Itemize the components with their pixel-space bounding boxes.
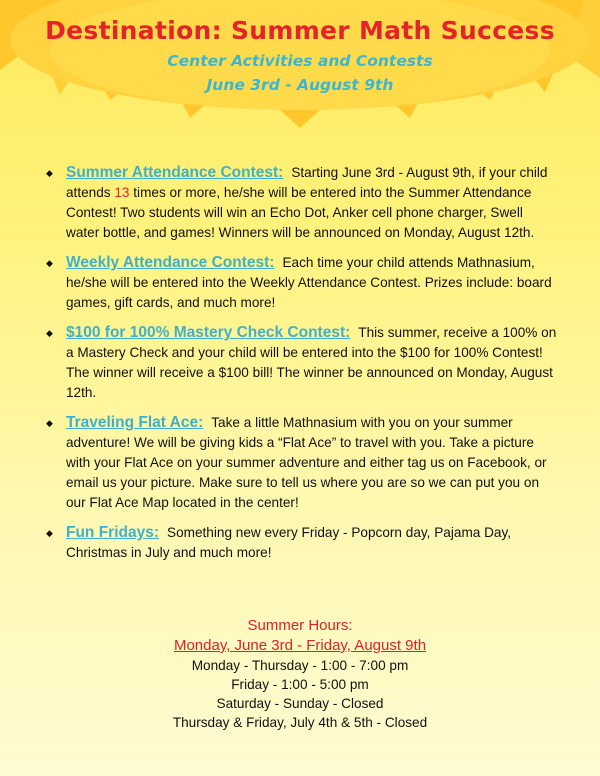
date-range: June 3rd - August 9th <box>206 76 394 94</box>
attendance-count: 13 <box>114 185 130 200</box>
contest-text: Starting June 3rd - August 9th, if your child attends <box>66 165 548 200</box>
contest-title: Traveling Flat Ace: <box>66 414 204 431</box>
diamond-bullet-icon: ◆ <box>46 418 53 428</box>
contest-text: Each time your child attends Mathnasium, he/she will be entered into the Weekly Attendance Contest. Prizes include: board games, gift cards, and much more! <box>66 255 552 310</box>
contest-flat-ace <box>46 413 558 513</box>
contest-title: Summer Attendance Contest: <box>66 164 284 181</box>
hours-line: Thursday & Friday, July 4th & 5th - Closed <box>172 715 428 730</box>
diamond-bullet-icon: ◆ <box>46 258 53 268</box>
contest-title: $100 for 100% Mastery Check Contest: <box>66 324 351 341</box>
contest-list <box>46 163 558 573</box>
contest-summer-attendance <box>46 163 558 243</box>
contest-text-continued: times or more, he/she will be entered into the Summer Attendance Contest! Two students will win an Echo Dot, Anker cell phone charger, Swell water bottle, and games! Winners will be announced on Monday, August 12th. <box>66 185 535 240</box>
page-subtitle: Center Activities and Contests <box>167 52 433 70</box>
contest-title: Fun Fridays: <box>66 524 160 541</box>
summer-hours <box>0 616 600 732</box>
hours-line: Monday - Thursday - 1:00 - 7:00 pm <box>191 658 409 673</box>
page-title: Destination: Summer Math Success <box>45 16 555 45</box>
contest-mastery-check <box>46 323 558 403</box>
hours-line: Friday - 1:00 - 5:00 pm <box>231 677 369 692</box>
hours-range: Monday, June 3rd - Friday, August 9th <box>173 637 427 654</box>
contest-title: Weekly Attendance Contest: <box>66 254 275 271</box>
contest-fun-fridays <box>46 523 558 563</box>
hours-line: Saturday - Sunday - Closed <box>216 696 384 711</box>
contest-weekly-attendance <box>46 253 558 313</box>
contest-text: Something new every Friday - Popcorn day, Pajama Day, Christmas in July and much more! <box>66 525 512 560</box>
diamond-bullet-icon: ◆ <box>46 528 53 538</box>
contest-text: Take a little Mathnasium with you on your summer adventure! We will be giving kids a “Flat Ace” to travel with you. Take a picture with your Flat Ace on your summer adventure and either tag us on Facebook, or email us your picture. Make sure to tell us where you are so we can put you on our Flat Ace Map located in the center! <box>66 415 547 510</box>
diamond-bullet-icon: ◆ <box>46 328 53 338</box>
hours-title: Summer Hours: <box>247 617 353 634</box>
diamond-bullet-icon: ◆ <box>46 168 53 178</box>
contest-text: This summer, receive a 100% on a Mastery Check and your child will be entered into the $100 for 100% Contest! The winner will receive a $100 bill! The winner be announced on Monday, August 12th. <box>66 325 557 400</box>
